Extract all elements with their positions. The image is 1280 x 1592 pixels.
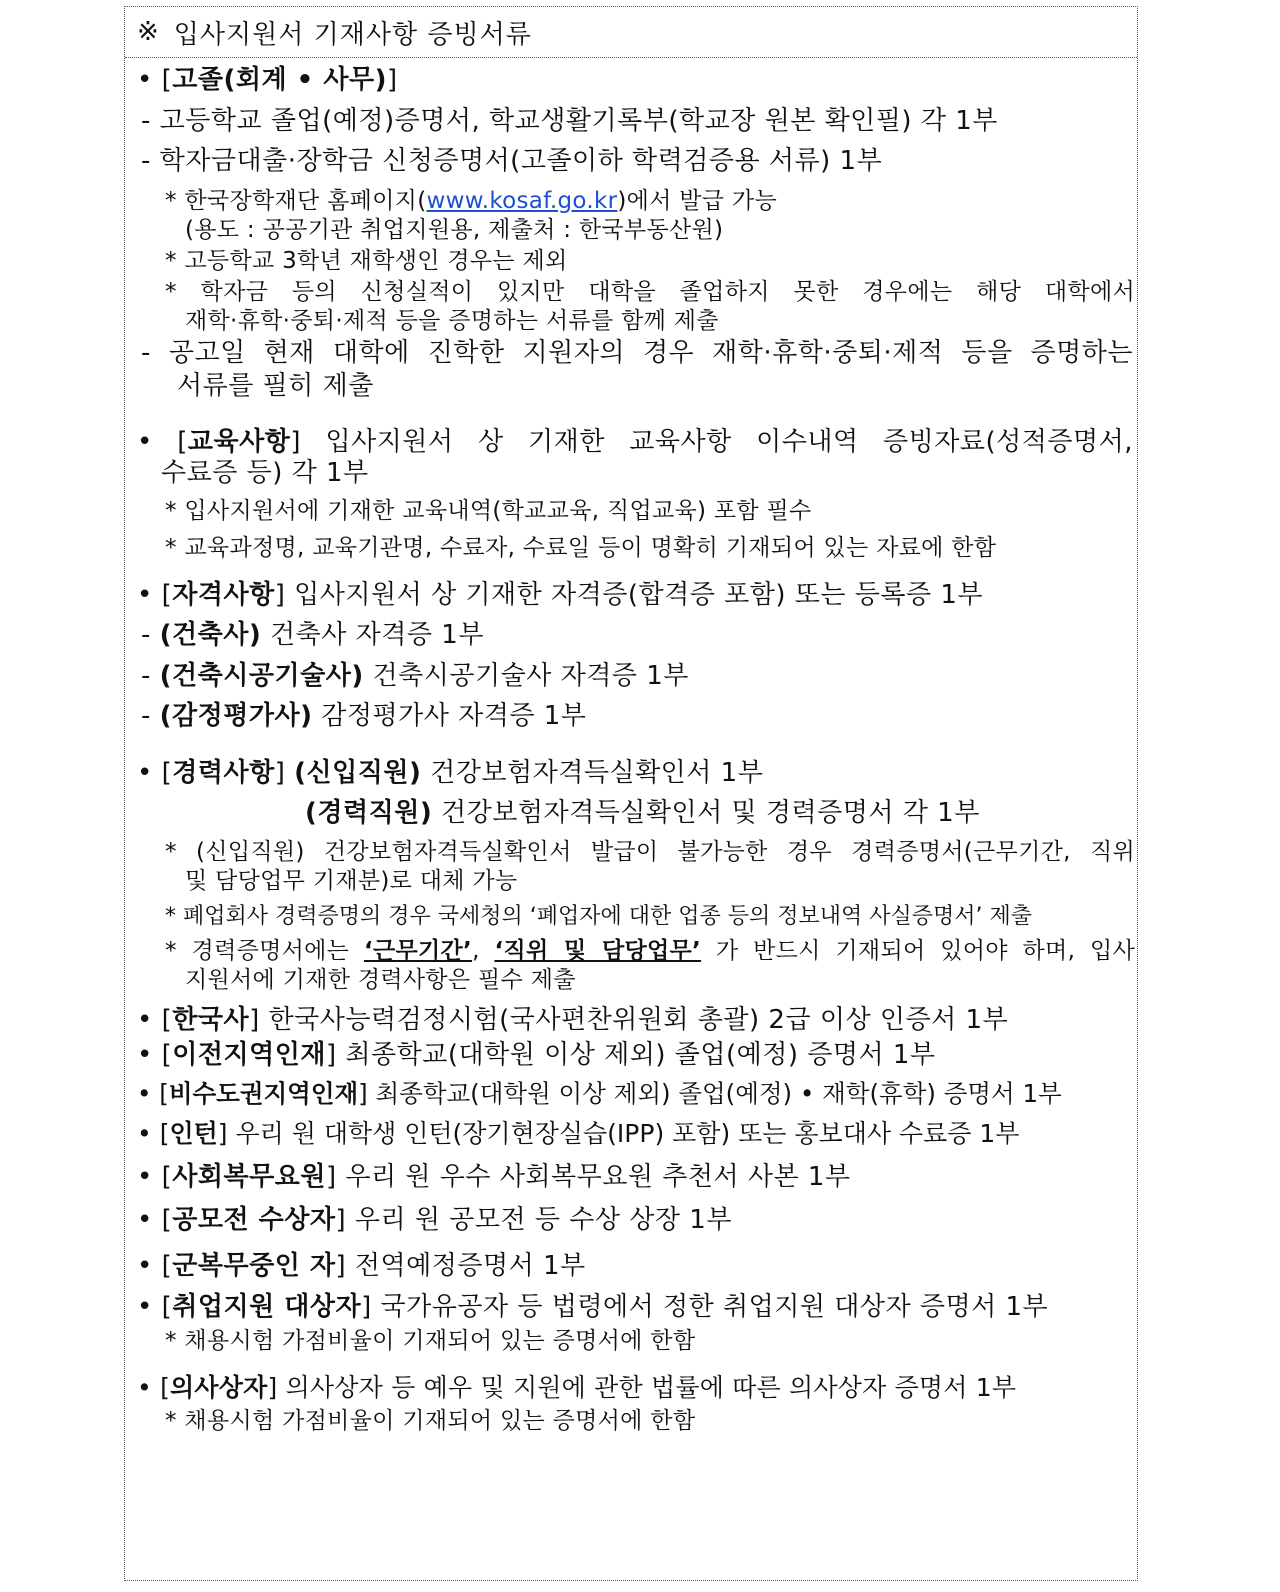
- content-area: [125, 58, 1137, 1435]
- career-note-1-cont: 및 담당업무 기재분)로 대체 가능: [185, 867, 518, 894]
- section-education-label: 교육사항: [187, 427, 291, 458]
- section-contest: • [공모전 수상자] 우리 원 공모전 등 수상 상장 1부: [137, 1204, 732, 1235]
- education-note-2: * 교육과정명, 교육기관명, 수료자, 수료일 등이 명확히 기재되어 있는 자료에 한함: [165, 535, 997, 561]
- header-bar: [125, 7, 1137, 58]
- section-non-capital: • [비수도권지역인재] 최종학교(대학원 이상 제외) 졸업(예정) • 재학(휴학) 증명서 1부: [137, 1079, 1062, 1109]
- license-item: - (건축시공기술사) 건축시공기술사 자격증 1부: [141, 660, 689, 691]
- work-period-term: ‘근무기간’: [363, 937, 473, 964]
- employment-note: * 채용시험 가점비율이 기재되어 있는 증명서에 한함: [165, 1328, 696, 1355]
- school-note-3-cont: 재학·휴학·중퇴·제적 등을 증명하는 서류를 함께 제출: [185, 307, 719, 334]
- section-righteous: • [의사상자] 의사상자 등 예우 및 지원에 관한 법률에 따른 의사상자 증명서 1부: [137, 1372, 1017, 1402]
- school-item-2: - 학자금대출·장학금 신청증명서(고졸이하 학력검증용 서류) 1부: [141, 146, 883, 176]
- section-social-service: • [사회복무요원] 우리 원 우수 사회복무요원 추천서 사본 1부: [137, 1162, 851, 1193]
- school-note-1-cont: (용도 : 공공기관 취업지원용, 제출처 : 한국부동산원): [185, 217, 724, 244]
- career-note-2: * 폐업회사 경력증명의 경우 국세청의 ‘폐업자에 대한 업종 등의 정보내역 사실증명서’ 제출: [165, 904, 1032, 930]
- school-item-3-cont: 서류를 필히 제출: [177, 370, 374, 401]
- license-item: - (건축사) 건축사 자격증 1부: [141, 620, 484, 651]
- school-item-1: - 고등학교 졸업(예정)증명서, 학교생활기록부(학교장 원본 확인필) 각 1부: [141, 105, 998, 136]
- school-note-1: * 한국장학재단 홈페이지(www.kosaf.go.kr)에서 발급 가능: [165, 187, 777, 214]
- section-military: • [군복무중인 자] 전역예정증명서 1부: [137, 1251, 586, 1282]
- section-education-heading: • [교육사항] 입사지원서 상 기재한 교육사항 이수내역 증빙자료(성적증명서,: [137, 427, 1133, 458]
- position-duty-term: ‘직위 및 담당업무’: [494, 937, 702, 964]
- education-cont: 수료증 등) 각 1부: [161, 457, 369, 488]
- page-title: 입사지원서 기재사항 증빙서류: [173, 19, 532, 50]
- school-note-3: * 학자금 등의 신청실적이 있지만 대학을 졸업하지 못한 경우에는 해당 대학에서: [165, 278, 1135, 305]
- license-item: - (감정평가사) 감정평가사 자격증 1부: [141, 701, 587, 732]
- section-license-heading: • [자격사항] 입사지원서 상 기재한 자격증(합격증 포함) 또는 등록증 1부: [137, 579, 983, 610]
- career-note-3-cont: 지원서에 기재한 경력사항은 필수 제출: [185, 966, 576, 993]
- righteous-note: * 채용시험 가점비율이 기재되어 있는 증명서에 한함: [165, 1408, 696, 1435]
- education-note-1: * 입사지원서에 기재한 교육내역(학교교육, 직업교육) 포함 필수: [165, 498, 812, 525]
- section-license-label: 자격사항: [172, 579, 275, 610]
- section-relocation: • [이전지역인재] 최종학교(대학원 이상 제외) 졸업(예정) 증명서 1부: [137, 1039, 936, 1070]
- career-note-1: * (신입직원) 건강보험자격득실확인서 발급이 불가능한 경우 경력증명서(근무기간, 직위: [165, 838, 1135, 865]
- section-career-label: 경력사항: [172, 757, 275, 788]
- kosaf-link[interactable]: www.kosaf.go.kr: [426, 187, 618, 214]
- section-school-label: 고졸(회계 • 사무): [172, 65, 387, 95]
- section-school-heading: • [고졸(회계 • 사무)]: [137, 65, 398, 95]
- document-frame: [124, 6, 1138, 1581]
- school-item-3: - 공고일 현재 대학에 진학한 지원자의 경우 재학·휴학·중퇴·제적 등을 증명하는: [141, 338, 1133, 369]
- school-note-2: * 고등학교 3학년 재학생인 경우는 제외: [165, 248, 568, 274]
- section-employment: • [취업지원 대상자] 국가유공자 등 법령에서 정한 취업지원 대상자 증명서 1부: [137, 1291, 1049, 1322]
- career-note-3: * 경력증명서에는 ‘근무기간’, ‘직위 및 담당업무’ 가 반드시 기재되어 있어야 하며, 입사: [165, 937, 1135, 964]
- section-career-heading: • [경력사항] (신입직원) 건강보험자격득실확인서 1부: [137, 757, 764, 788]
- section-history: • [한국사] 한국사능력검정시험(국사편찬위원회 총괄) 2급 이상 인증서 1부: [137, 1005, 1009, 1036]
- section-intern: • [인턴] 우리 원 대학생 인턴(장기현장실습(IPP) 포함) 또는 홍보대사 수료증 1부: [137, 1118, 1020, 1148]
- career-experienced-line: (경력직원) 건강보험자격득실확인서 및 경력증명서 각 1부: [305, 798, 980, 829]
- reference-mark: ※: [137, 17, 160, 47]
